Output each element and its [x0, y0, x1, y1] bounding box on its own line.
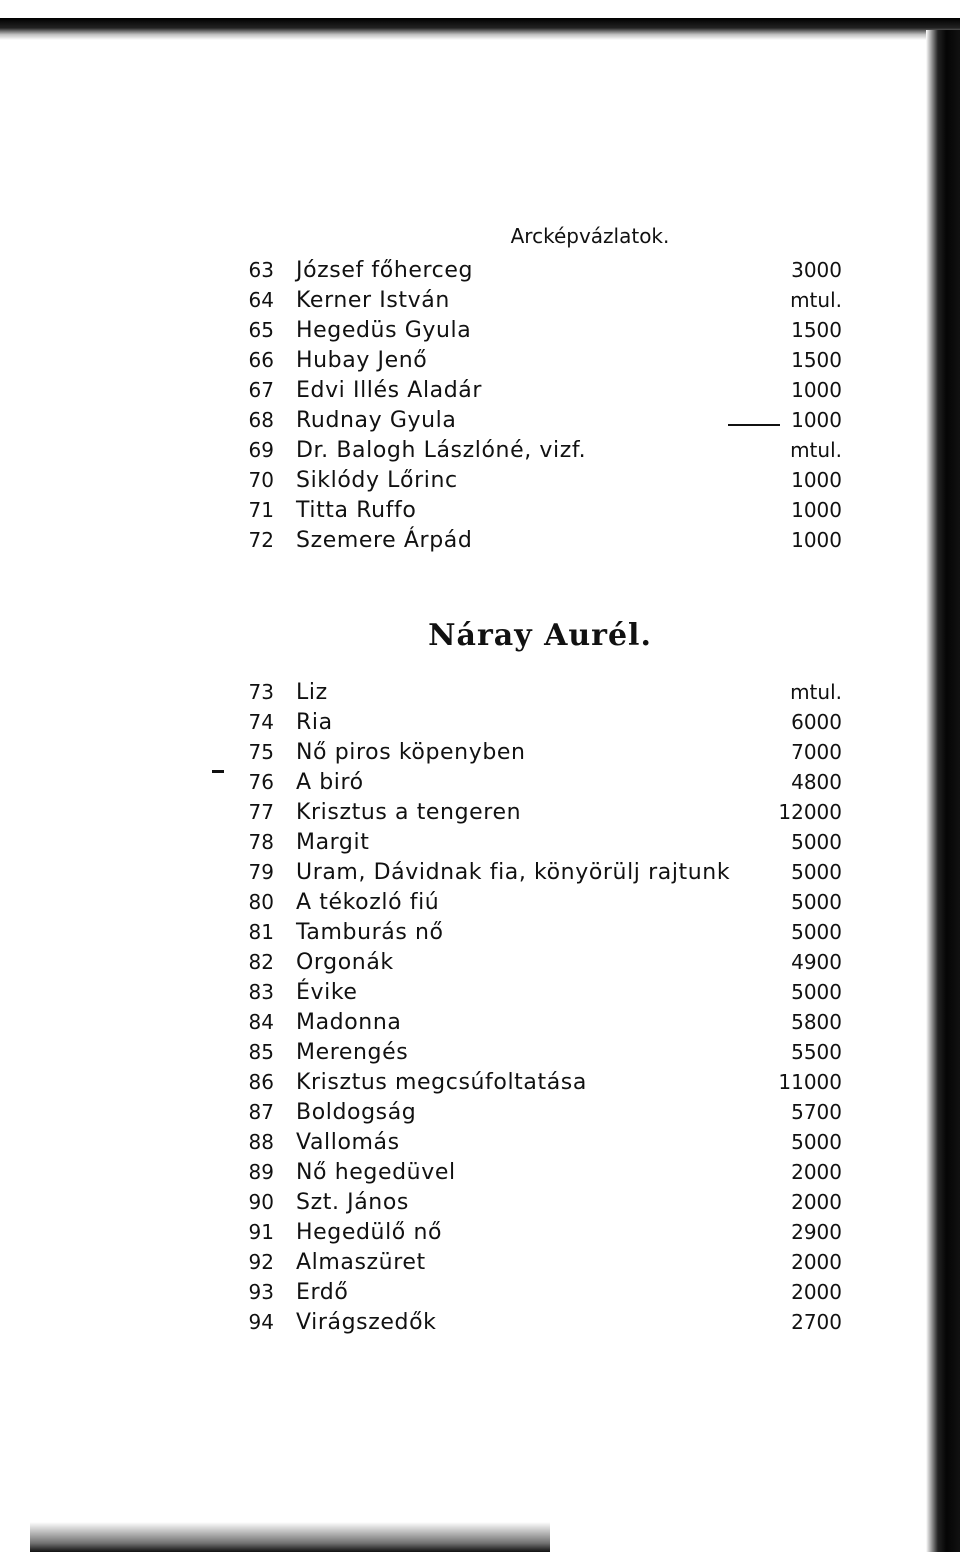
- entry-number: 63: [248, 258, 274, 282]
- entry-price: 1500: [791, 318, 842, 342]
- entry-title: A biró: [296, 770, 364, 795]
- catalog-entry: [0, 318, 960, 348]
- catalog-entry: [0, 950, 960, 980]
- entry-number: 93: [248, 1280, 274, 1304]
- entry-title: Hubay Jenő: [296, 348, 428, 373]
- catalog-list-arckepvazlatok: [0, 258, 960, 558]
- catalog-entry: [0, 710, 960, 740]
- catalog-entry: [0, 680, 960, 710]
- entry-price: 11000: [778, 1070, 842, 1094]
- entry-price: 2000: [791, 1280, 842, 1304]
- entry-title: Dr. Balogh Lászlóné, vizf.: [296, 438, 587, 463]
- catalog-entry: [0, 830, 960, 860]
- entry-price: 2900: [791, 1220, 842, 1244]
- scan-edge-bottom: [30, 1522, 550, 1552]
- catalog-entry: [0, 408, 960, 438]
- entry-price: 5000: [791, 980, 842, 1004]
- catalog-entry: [0, 1250, 960, 1280]
- entry-number: 91: [248, 1220, 274, 1244]
- catalog-entry: [0, 1280, 960, 1310]
- entry-price: 4900: [791, 950, 842, 974]
- entry-number: 65: [248, 318, 274, 342]
- entry-number: 94: [248, 1310, 274, 1334]
- catalog-entry: [0, 890, 960, 920]
- catalog-entry: [0, 800, 960, 830]
- entry-title: Krisztus megcsúfoltatása: [296, 1070, 587, 1095]
- catalog-entry: [0, 1010, 960, 1040]
- margin-mark: [212, 770, 224, 773]
- entry-number: 74: [248, 710, 274, 734]
- dash-mark: [728, 424, 780, 426]
- entry-price: 1000: [791, 498, 842, 522]
- entry-title: Titta Ruffo: [296, 498, 417, 523]
- entry-price: 5000: [791, 920, 842, 944]
- catalog-entry: [0, 498, 960, 528]
- catalog-entry: [0, 1130, 960, 1160]
- entry-title: Merengés: [296, 1040, 409, 1065]
- entry-title: Nő piros köpenyben: [296, 740, 526, 765]
- entry-title: Hegedülő nő: [296, 1220, 443, 1245]
- entry-price: 5000: [791, 830, 842, 854]
- entry-number: 89: [248, 1160, 274, 1184]
- entry-price: 1000: [791, 378, 842, 402]
- entry-title: Szt. János: [296, 1190, 409, 1215]
- entry-number: 80: [248, 890, 274, 914]
- entry-title: Évike: [296, 980, 358, 1005]
- entry-number: 70: [248, 468, 274, 492]
- entry-title: Edvi Illés Aladár: [296, 378, 483, 403]
- catalog-entry: [0, 1070, 960, 1100]
- catalog-entry: [0, 770, 960, 800]
- entry-title: Erdő: [296, 1280, 349, 1305]
- catalog-entry: [0, 1310, 960, 1340]
- entry-price: 1000: [791, 528, 842, 552]
- entry-number: 83: [248, 980, 274, 1004]
- section-title-naray-aurel: Náray Aurél.: [428, 618, 652, 653]
- catalog-entry: [0, 258, 960, 288]
- entry-title: József főherceg: [296, 258, 474, 283]
- entry-number: 85: [248, 1040, 274, 1064]
- catalog-entry: [0, 288, 960, 318]
- catalog-entry: [0, 1040, 960, 1070]
- entry-price: 5000: [791, 890, 842, 914]
- entry-price: mtul.: [790, 288, 842, 312]
- entry-title: Szemere Árpád: [296, 528, 473, 553]
- entry-price: mtul.: [790, 438, 842, 462]
- entry-number: 66: [248, 348, 274, 372]
- entry-price: 6000: [791, 710, 842, 734]
- entry-number: 86: [248, 1070, 274, 1094]
- entry-title: Siklódy Lőrinc: [296, 468, 458, 493]
- catalog-entry: [0, 860, 960, 890]
- entry-number: 90: [248, 1190, 274, 1214]
- entry-number: 68: [248, 408, 274, 432]
- entry-title: Liz: [296, 680, 328, 705]
- entry-number: 71: [248, 498, 274, 522]
- entry-number: 73: [248, 680, 274, 704]
- entry-number: 67: [248, 378, 274, 402]
- entry-price: 2000: [791, 1250, 842, 1274]
- entry-title: Madonna: [296, 1010, 402, 1035]
- section-title-arckepvazlatok: Arcképvázlatok.: [510, 224, 670, 248]
- entry-number: 78: [248, 830, 274, 854]
- entry-number: 88: [248, 1130, 274, 1154]
- entry-title: Ria: [296, 710, 333, 735]
- entry-number: 81: [248, 920, 274, 944]
- entry-number: 75: [248, 740, 274, 764]
- entry-title: Virágszedők: [296, 1310, 437, 1335]
- catalog-entry: [0, 1160, 960, 1190]
- entry-price: 2700: [791, 1310, 842, 1334]
- entry-number: 82: [248, 950, 274, 974]
- entry-price: 1500: [791, 348, 842, 372]
- catalog-entry: [0, 1100, 960, 1130]
- catalog-entry: [0, 348, 960, 378]
- catalog-entry: [0, 740, 960, 770]
- entry-number: 87: [248, 1100, 274, 1124]
- entry-title: Orgonák: [296, 950, 394, 975]
- entry-title: Hegedüs Gyula: [296, 318, 472, 343]
- entry-price: 5800: [791, 1010, 842, 1034]
- entry-number: 77: [248, 800, 274, 824]
- catalog-entry: [0, 528, 960, 558]
- entry-number: 92: [248, 1250, 274, 1274]
- entry-number: 79: [248, 860, 274, 884]
- catalog-list-naray-aurel: [0, 680, 960, 1340]
- entry-price: 5000: [791, 860, 842, 884]
- entry-title: Krisztus a tengeren: [296, 800, 522, 825]
- entry-price: 7000: [791, 740, 842, 764]
- entry-price: 3000: [791, 258, 842, 282]
- catalog-entry: [0, 468, 960, 498]
- catalog-entry: [0, 378, 960, 408]
- entry-title: Nő hegedüvel: [296, 1160, 456, 1185]
- entry-price: 5000: [791, 1130, 842, 1154]
- entry-number: 64: [248, 288, 274, 312]
- entry-title: Kerner István: [296, 288, 450, 313]
- entry-price: 5700: [791, 1100, 842, 1124]
- entry-price: 1000: [791, 468, 842, 492]
- entry-price: 12000: [778, 800, 842, 824]
- catalog-entry: [0, 438, 960, 468]
- entry-title: Boldogság: [296, 1100, 417, 1125]
- entry-title: Vallomás: [296, 1130, 400, 1155]
- catalog-entry: [0, 980, 960, 1010]
- scan-edge-top: [0, 18, 960, 40]
- entry-price: 1000: [791, 408, 842, 432]
- entry-title: Almaszüret: [296, 1250, 426, 1275]
- entry-title: Margit: [296, 830, 370, 855]
- entry-price: 4800: [791, 770, 842, 794]
- entry-title: A tékozló fiú: [296, 890, 440, 915]
- entry-title: Rudnay Gyula: [296, 408, 457, 433]
- catalog-entry: [0, 1220, 960, 1250]
- entry-number: 72: [248, 528, 274, 552]
- catalog-entry: [0, 1190, 960, 1220]
- entry-price: mtul.: [790, 680, 842, 704]
- catalog-entry: [0, 920, 960, 950]
- entry-number: 76: [248, 770, 274, 794]
- entry-price: 2000: [791, 1160, 842, 1184]
- entry-title: Tamburás nő: [296, 920, 444, 945]
- entry-number: 84: [248, 1010, 274, 1034]
- entry-price: 5500: [791, 1040, 842, 1064]
- entry-number: 69: [248, 438, 274, 462]
- entry-price: 2000: [791, 1190, 842, 1214]
- entry-title: Uram, Dávidnak fia, könyörülj rajtunk: [296, 860, 731, 885]
